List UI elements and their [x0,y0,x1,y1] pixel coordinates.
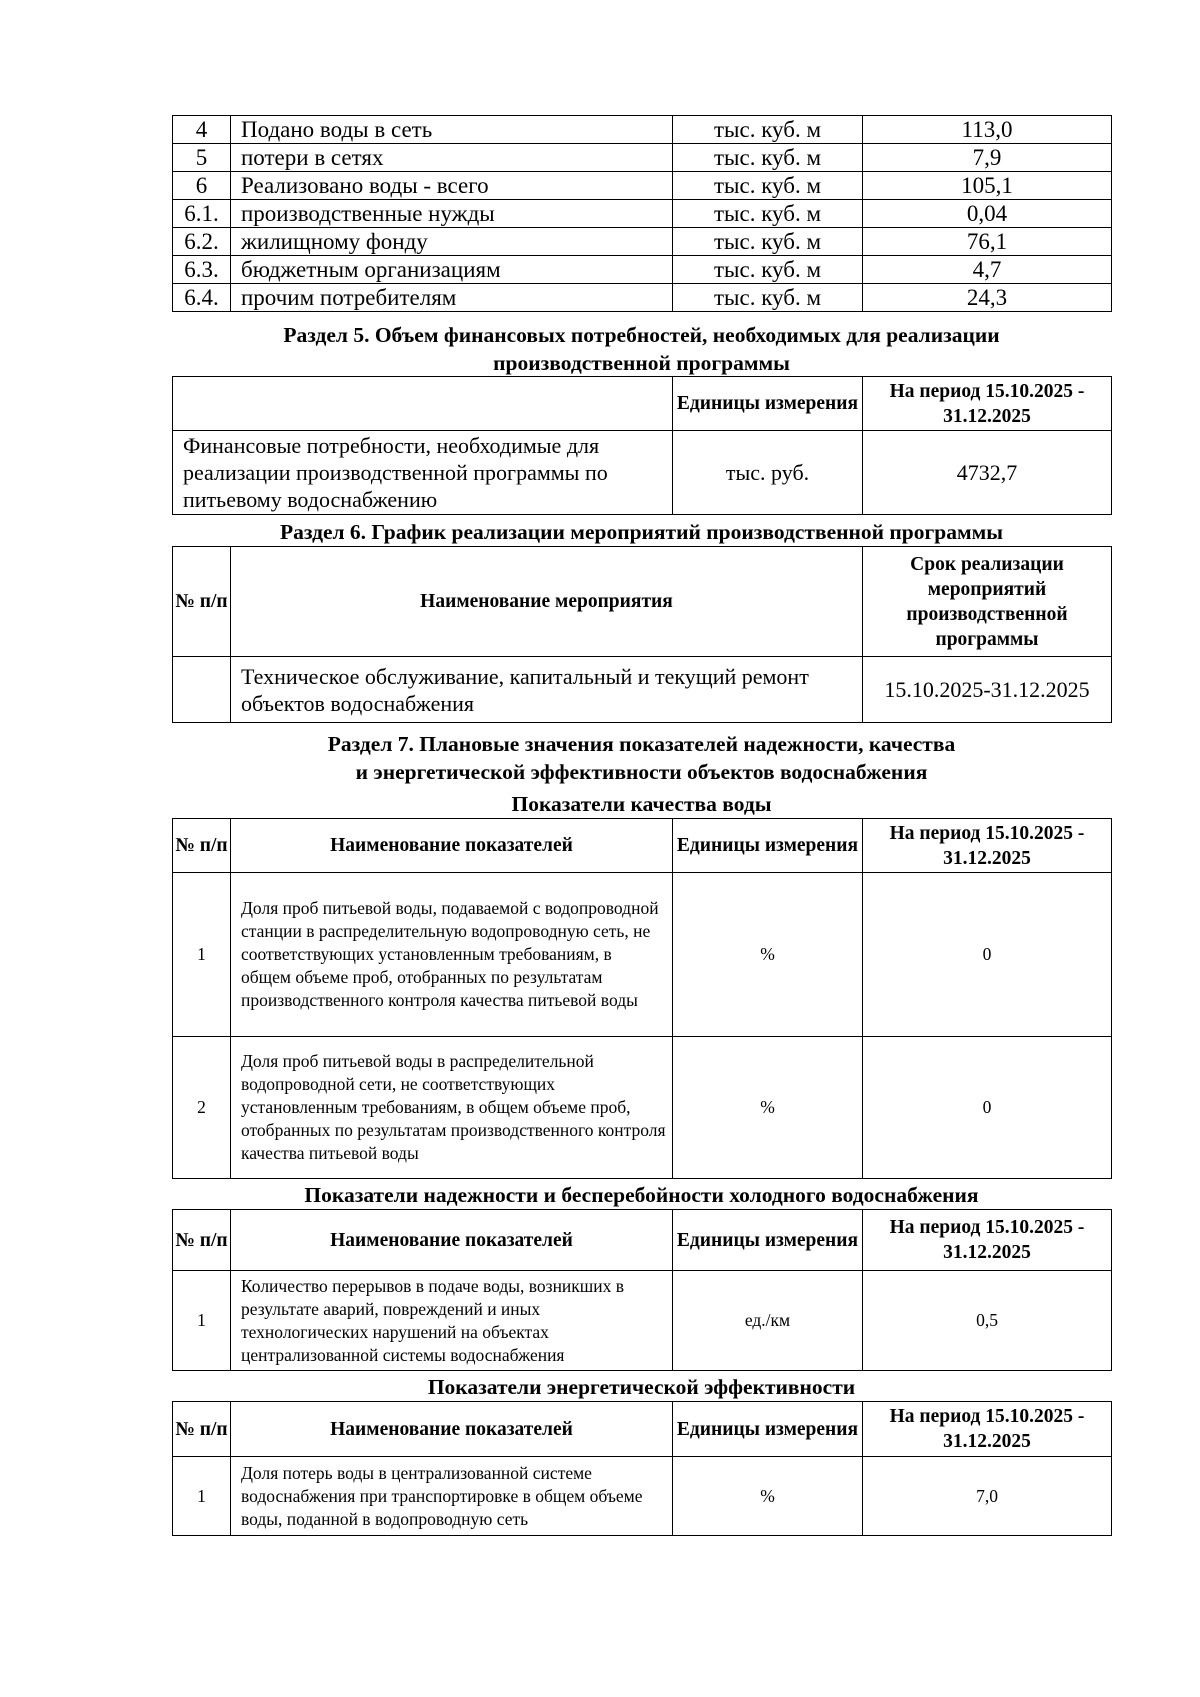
energy-row-num: 1 [173,1457,231,1536]
reliability-row-unit: ед./км [673,1271,863,1371]
finance-header-units: Единицы измерения [673,377,863,431]
reliability-header-num: № п/п [173,1210,231,1271]
water-row-num: 4 [173,116,231,144]
water-row-value: 113,0 [863,116,1112,144]
energy-header-period: На период 15.10.2025 - 31.12.2025 [863,1402,1112,1457]
water-row-unit: тыс. куб. м [673,284,863,312]
water-row-name: прочим потребителям [231,284,673,312]
section7-title-line1: Раздел 7. Плановые значения показателей надежности, качества [327,732,956,756]
quality-row-name: Доля проб питьевой воды в распределительной водопроводной сети, не соответствующих установленным требованиям, в общем объеме проб, отобранных по результатам производственного контроля качества питьевой воды [231,1037,673,1179]
section7-title-line2: и энергетической эффективности объектов водоснабжения [355,760,928,784]
reliability-header-name: Наименование показателей [231,1210,673,1271]
reliability-row-name: Количество перерывов в подаче воды, возникших в результате аварий, повреждений и иных технологических нарушений на объектах централизованной системы водоснабжения [231,1271,673,1371]
water-row-unit: тыс. куб. м [673,116,863,144]
water-row-name: Реализовано воды - всего [231,172,673,200]
schedule-header-num: № п/п [173,547,231,657]
water-row-num: 5 [173,144,231,172]
schedule-header-name: Наименование мероприятия [231,547,863,657]
water-row-num: 6.4. [173,284,231,312]
water-row-name: Подано воды в сеть [231,116,673,144]
finance-row-name: Финансовые потребности, необходимые для реализации производственной программы по питьевому водоснабжению [173,431,673,515]
finance-header-empty [173,377,673,431]
water-row-value: 24,3 [863,284,1112,312]
water-row-num: 6.1. [173,200,231,228]
quality-row-num: 2 [173,1037,231,1179]
quality-table [172,818,1112,1179]
water-row-unit: тыс. куб. м [673,256,863,284]
finance-table [172,376,1112,515]
reliability-header-units: Единицы измерения [673,1210,863,1271]
energy-row-unit: % [673,1457,863,1536]
water-table-row [173,284,1112,312]
section5-title [172,321,1111,377]
water-row-name: производственные нужды [231,200,673,228]
energy-header-name: Наименование показателей [231,1402,673,1457]
schedule-row-num [173,657,231,723]
water-row-value: 4,7 [863,256,1112,284]
water-table-row [173,228,1112,256]
water-row-unit: тыс. куб. м [673,172,863,200]
water-row-unit: тыс. куб. м [673,200,863,228]
water-table-row [173,256,1112,284]
energy-header-num: № п/п [173,1402,231,1457]
water-row-value: 105,1 [863,172,1112,200]
water-row-name: потери в сетях [231,144,673,172]
reliability-title: Показатели надежности и бесперебойности холодного водоснабжения [304,1183,979,1207]
water-table-row [173,144,1112,172]
energy-row-name: Доля потерь воды в централизованной системе водоснабжения при транспортировке в общем объеме воды, поданной в водопроводную сеть [231,1457,673,1536]
quality-header-period: На период 15.10.2025 - 31.12.2025 [863,819,1112,873]
water-row-num: 6.2. [173,228,231,256]
section5-title-line2: производственной программы [493,351,790,375]
quality-row-value: 0 [863,1037,1112,1179]
water-row-name: жилищному фонду [231,228,673,256]
schedule-header-term: Срок реализации мероприятий производственной программы [863,547,1112,657]
section7-title [172,730,1111,786]
schedule-row-name: Техническое обслуживание, капитальный и текущий ремонт объектов водоснабжения [231,657,863,723]
reliability-row-value: 0,5 [863,1271,1112,1371]
water-table-row [173,200,1112,228]
water-row-value: 76,1 [863,228,1112,256]
quality-row-num: 1 [173,873,231,1037]
quality-header-units: Единицы измерения [673,819,863,873]
water-row-num: 6 [173,172,231,200]
schedule-row-term: 15.10.2025-31.12.2025 [863,657,1112,723]
water-row-num: 6.3. [173,256,231,284]
water-table-row [173,116,1112,144]
water-row-value: 0,04 [863,200,1112,228]
water-row-unit: тыс. куб. м [673,228,863,256]
reliability-table [172,1209,1112,1371]
energy-title: Показатели энергетической эффективности [427,1375,856,1399]
quality-row-unit: % [673,873,863,1037]
energy-table [172,1401,1112,1536]
quality-row-value: 0 [863,873,1112,1037]
section5-title-line1: Раздел 5. Объем финансовых потребностей, необходимых для реализации [283,323,1000,347]
water-row-unit: тыс. куб. м [673,144,863,172]
finance-header-period: На период 15.10.2025 - 31.12.2025 [863,377,1112,431]
energy-row-value: 7,0 [863,1457,1112,1536]
quality-header-num: № п/п [173,819,231,873]
reliability-row-num: 1 [173,1271,231,1371]
schedule-table [172,546,1112,723]
water-volume-table [172,115,1112,312]
water-row-value: 7,9 [863,144,1112,172]
quality-row-unit: % [673,1037,863,1179]
water-row-name: бюджетным организациям [231,256,673,284]
quality-row-name: Доля проб питьевой воды, подаваемой с водопроводной станции в распределительную водопроводную сеть, не соответствующих установленным требованиям, в общем объеме проб, отобранных по результатам производственного контроля качества питьевой воды [231,873,673,1037]
energy-header-units: Единицы измерения [673,1402,863,1457]
quality-header-name: Наименование показателей [231,819,673,873]
water-table-row [173,172,1112,200]
quality-title: Показатели качества воды [511,792,772,816]
section6-title: Раздел 6. График реализации мероприятий производственной программы [279,520,1004,544]
finance-row-value: 4732,7 [863,431,1112,515]
reliability-header-period: На период 15.10.2025 - 31.12.2025 [863,1210,1112,1271]
finance-row-unit: тыс. руб. [673,431,863,515]
